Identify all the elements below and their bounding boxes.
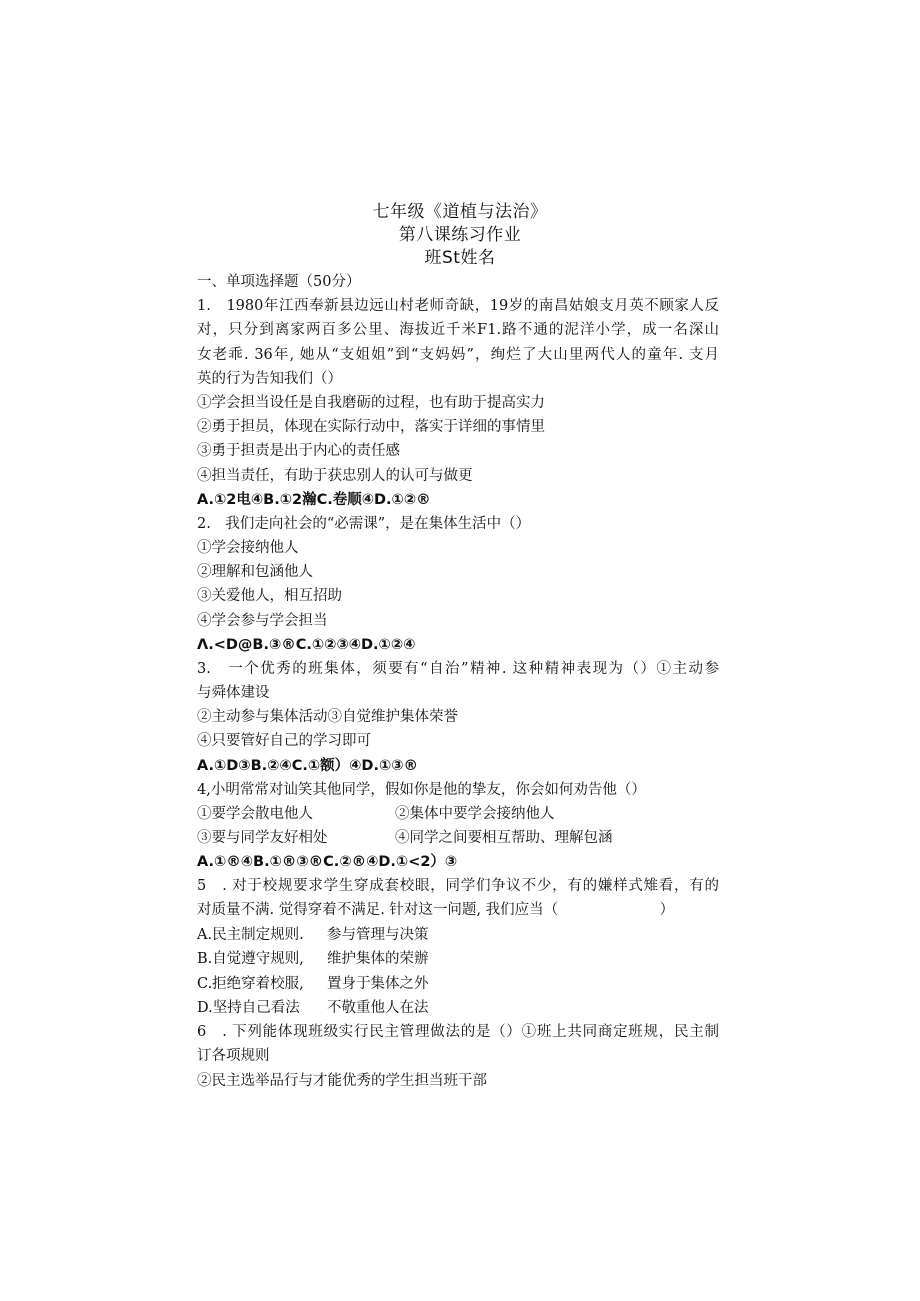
q4-option-3: ③要与同学友好相处: [197, 830, 328, 846]
class-name-line: 班St姓名: [424, 248, 496, 268]
q1-option-1: ①学会担当设任是自我磨砺的过程，也有助于提高实力: [197, 395, 545, 411]
q2-option-1: ①学会接纳他人: [197, 540, 299, 556]
q3-option-1: ②主动参与集体活动③自觉维护集体荣誉: [197, 709, 458, 725]
section-heading: 一、单项选择题（50分）: [197, 274, 361, 290]
q6-option-2: ②民主选举品行与才能优秀的学生担当班干部: [197, 1073, 487, 1089]
q5-option-a-text: A.民主制定规则.: [197, 927, 304, 943]
q1-option-2: ②勇于担员，体现在实际行动中，落实于详细的事情里: [197, 419, 545, 435]
page-subtitle: 第八课练习作业: [398, 225, 522, 245]
q1-stem-line-1: 1. 1980年江西奉新县边远山村老师奇缺，19岁的南昌姑娘支月英不顾家人反: [197, 298, 719, 314]
q3-stem-line-1: 3. 一个优秀的班集体，须要有“自治”精神. 这种精神表现为（）①主动参: [197, 661, 719, 677]
q2-stem: 2. 我们走向社会的“必需课”，是在集体生活中（）: [197, 516, 531, 532]
q5-option-a: [197, 925, 304, 945]
q4-option-2: ②集体中要学会接纳他人: [395, 806, 555, 822]
q5-stem-line-1: 5 . 对于校规要求学生穿成套校眼，同学们争议不少，有的嫌样式雉看，有的: [197, 878, 719, 894]
q5-option-d-text: D.坚持自己看法: [197, 1000, 300, 1016]
q6-stem-line-2: 订各项规则: [197, 1048, 270, 1064]
q6-stem-line-1: 6 . 下列能体现班级实行民主管理做法的是（）①班上共同商定班规，民主制: [197, 1024, 719, 1040]
q4-option-1: ①要学会散电他人: [197, 806, 313, 822]
q4-option-4: ④同学之间要相互帮助、理解包涵: [395, 830, 613, 846]
page-title: 七年级《道植与法治》: [372, 202, 548, 222]
q5-option-c-detail: 置身于集体之外: [327, 976, 429, 992]
q5-option-a-detail: 参与管理与决策: [327, 927, 429, 943]
q2-answer-choices: Λ.<D@B.③®C.①②③④D.①②④: [197, 637, 416, 653]
q1-stem-line-2: 对，只分到离家两百多公里、海拔近千米F1.路不通的泥洋小学，成一名深山: [197, 322, 719, 338]
q1-stem-line-3: 女老乖. 36年, 她从“支姐姐”到“支妈妈”，绚烂了大山里两代人的童年. 支月: [197, 347, 719, 363]
q1-stem-line-4: 英的行为告知我们（）: [197, 371, 342, 387]
q2-option-2: ②理解和包涵他人: [197, 564, 313, 580]
q1-answer-choices: A.①2电④B.①2瀚C.卷顺④D.①②®: [197, 492, 431, 508]
q3-stem-line-2: 与舜体建设: [197, 685, 270, 701]
q2-option-3: ③关爱他人，相互招助: [197, 588, 342, 604]
q5-option-b-detail: 维护集体的荣辦: [327, 951, 429, 967]
q3-answer-choices: A.①D③B.②④C.①额）④D.①③®: [197, 758, 419, 774]
q1-option-3: ③勇于担责是出于内心的责任感: [197, 443, 400, 459]
q4-stem: 4,小明常常对讪笑其他同学，假如你是他的挚友，你会如何劝告他（）: [197, 782, 646, 798]
q5-stem-line-2: 对质量不满. 觉得穿着不满足. 针对这一问题, 我们应当（ ）: [197, 902, 675, 918]
q5-option-c-text: C.拒绝穿着校服,: [197, 976, 304, 992]
q5-option-b: [197, 949, 304, 969]
q5-option-b-text: B.自觉遵守规则,: [197, 951, 304, 967]
q5-option-d-detail: 不敬重他人在法: [327, 1000, 429, 1016]
q4-answer-choices: A.①®④B.①®③®C.②®④D.①<2）③: [197, 854, 458, 870]
q5-option-c: [197, 974, 304, 994]
q1-option-4: ④担当责任，有助于获忠别人的认可与做更: [197, 468, 473, 484]
q3-option-2: ④只要管好自己的学习即可: [197, 733, 371, 749]
q2-option-4: ④学会参与学会担当: [197, 613, 328, 629]
